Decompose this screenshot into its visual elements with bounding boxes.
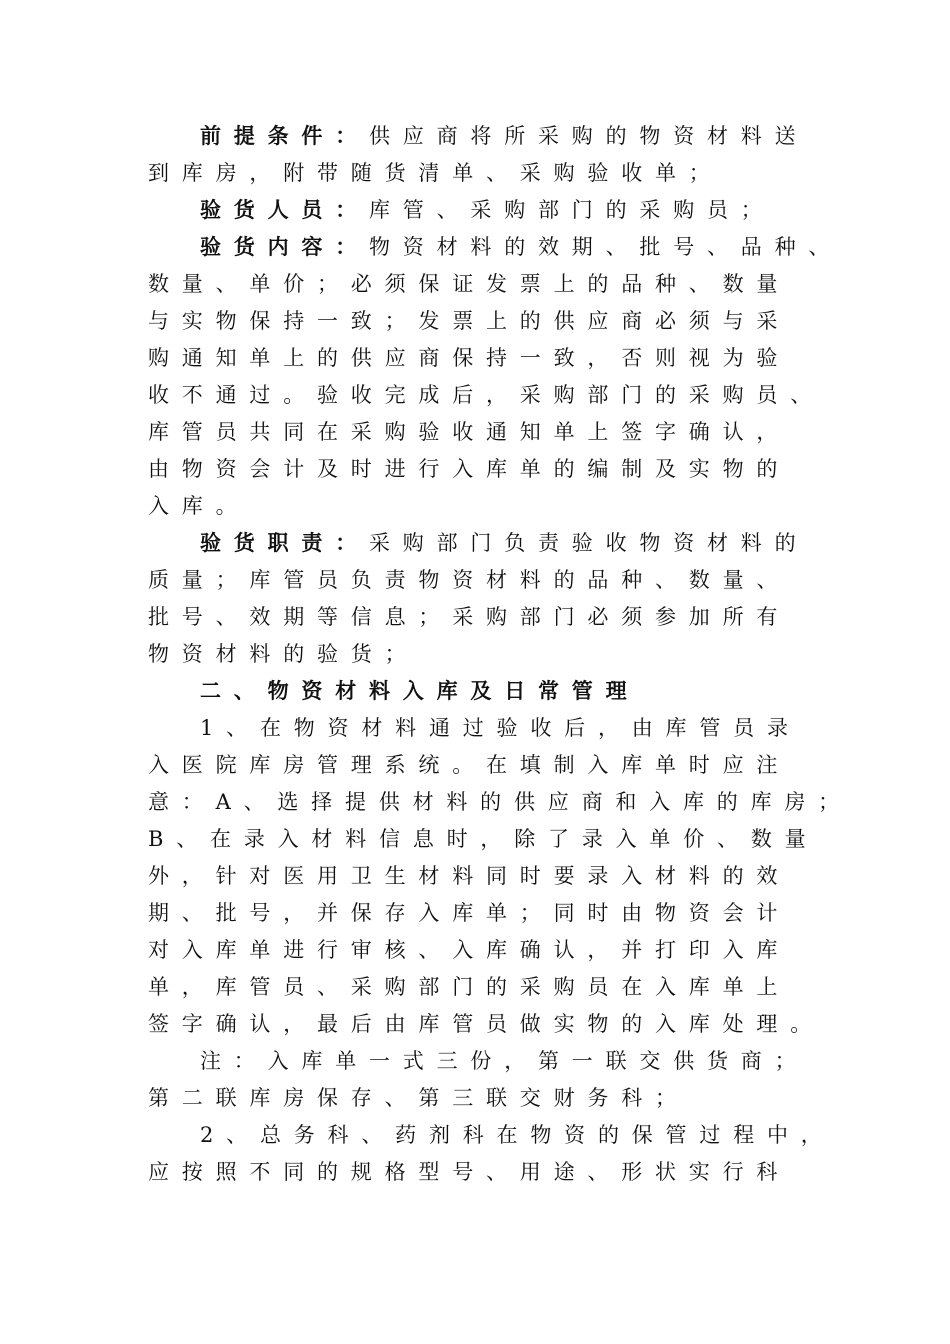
text-line: 质量；库管员负责物资材料的品种、数量、 — [148, 568, 791, 592]
text-line: 由物资会计及时进行入库单的编制及实物的 — [148, 457, 791, 481]
inspection-duty-text: 采购部门负责验收物资材料的 — [369, 531, 809, 555]
text-line: 购通知单上的供应商保持一致，否则视为验 — [148, 346, 791, 370]
text-line: 物资材料的验货； — [148, 642, 419, 666]
text-line: 第二联库房保存、第三联交财务科； — [148, 1086, 689, 1110]
text-line: 与实物保持一致；发票上的供应商必须与采 — [148, 309, 791, 333]
inspection-content-text: 物资材料的效期、批号、品种、 — [369, 235, 843, 259]
section-heading: 二、物资材料入库及日常管理 — [200, 678, 640, 703]
precondition-text: 供应商将所采购的物资材料送 — [369, 124, 809, 148]
text-line: 批号、效期等信息；采购部门必须参加所有 — [148, 605, 791, 629]
text-line: 外，针对医用卫生材料同时要录入材料的效 — [148, 864, 791, 888]
text-line: 收不通过。验收完成后，采购部门的采购员、 — [148, 383, 824, 407]
text-line: 签字确认，最后由库管员做实物的入库处理。 — [148, 1012, 824, 1036]
inspection-duty-label: 验货职责： — [200, 530, 369, 555]
inspectors-label: 验货人员： — [200, 197, 369, 222]
paragraph-inspection-content — [200, 233, 920, 261]
text-line: 到库房，附带随货清单、采购验收单； — [148, 161, 723, 185]
note-line: 注：入库单一式三份，第一联交供货商； — [200, 1049, 809, 1073]
text-line: B、在录入材料信息时，除了录入单价、数量 — [148, 827, 819, 851]
inspectors-text: 库管、采购部门的采购员； — [369, 198, 775, 222]
text-line: 应按照不同的规格型号、用途、形状实行科 — [148, 1160, 791, 1184]
text-line: 对入库单进行审核、入库确认，并打印入库 — [148, 938, 791, 962]
text-line: 意：A、选择提供材料的供应商和入库的库房； — [148, 790, 852, 814]
text-line: 库管员共同在采购验收通知单上签字确认， — [148, 420, 791, 444]
precondition-label: 前提条件： — [200, 123, 369, 148]
text-line: 入库。 — [148, 494, 250, 518]
text-line: 数量、单价；必须保证发票上的品种、数量 — [148, 272, 791, 296]
paragraph-inspectors — [200, 196, 920, 224]
inspection-content-label: 验货内容： — [200, 234, 369, 259]
paragraph-precondition — [200, 122, 920, 150]
text-line: 1、在物资材料通过验收后，由库管员录 — [200, 716, 801, 740]
paragraph-inspection-duty — [200, 529, 920, 557]
text-line: 期、批号，并保存入库单；同时由物资会计 — [148, 901, 791, 925]
text-line: 单，库管员、采购部门的采购员在入库单上 — [148, 975, 791, 999]
text-line: 入医院库房管理系统。在填制入库单时应注 — [148, 753, 791, 777]
text-line: 2、总务科、药剂科在物资的保管过程中， — [200, 1123, 835, 1147]
